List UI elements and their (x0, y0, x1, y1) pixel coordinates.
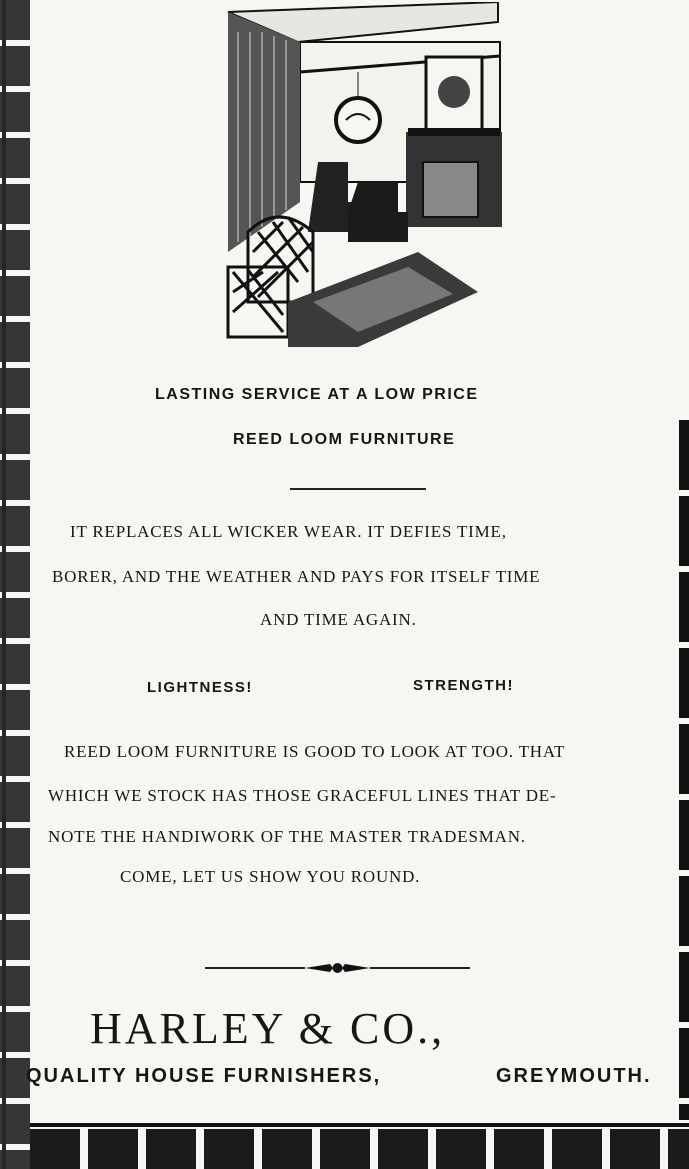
paragraph2-line4: COME, LET US SHOW YOU ROUND. (120, 867, 421, 886)
room-illustration (218, 2, 504, 348)
paragraph1-line1: IT REPLACES ALL WICKER WEAR. IT DEFIES TIME, (70, 522, 507, 541)
slogan-strength: STRENGTH! (413, 677, 514, 694)
town: GREYMOUTH. (496, 1065, 652, 1087)
right-border (679, 420, 689, 1120)
paragraph2-line1: REED LOOM FURNITURE IS GOOD TO LOOK AT TOO. THAT (64, 742, 566, 761)
paragraph2-line3: NOTE THE HANDIWORK OF THE MASTER TRADESMAN. (48, 827, 526, 846)
bottom-border (30, 1129, 689, 1169)
ornamental-divider (205, 958, 470, 978)
slogan-lightness: LIGHTNESS! (147, 679, 253, 696)
headline: LASTING SERVICE AT A LOW PRICE (155, 386, 479, 403)
paragraph2-line2: WHICH WE STOCK HAS THOSE GRACEFUL LINES THAT DE- (48, 786, 557, 805)
product-name: REED LOOM FURNITURE (233, 431, 456, 448)
paragraph1-line3: AND TIME AGAIN. (260, 610, 417, 629)
firm-name: HARLEY & CO., (90, 1004, 446, 1053)
left-border (0, 0, 30, 1169)
tagline: QUALITY HOUSE FURNISHERS, (26, 1065, 382, 1087)
divider-rule (290, 488, 426, 490)
paragraph1-line2: BORER, AND THE WEATHER AND PAYS FOR ITSELF TIME (52, 567, 541, 586)
